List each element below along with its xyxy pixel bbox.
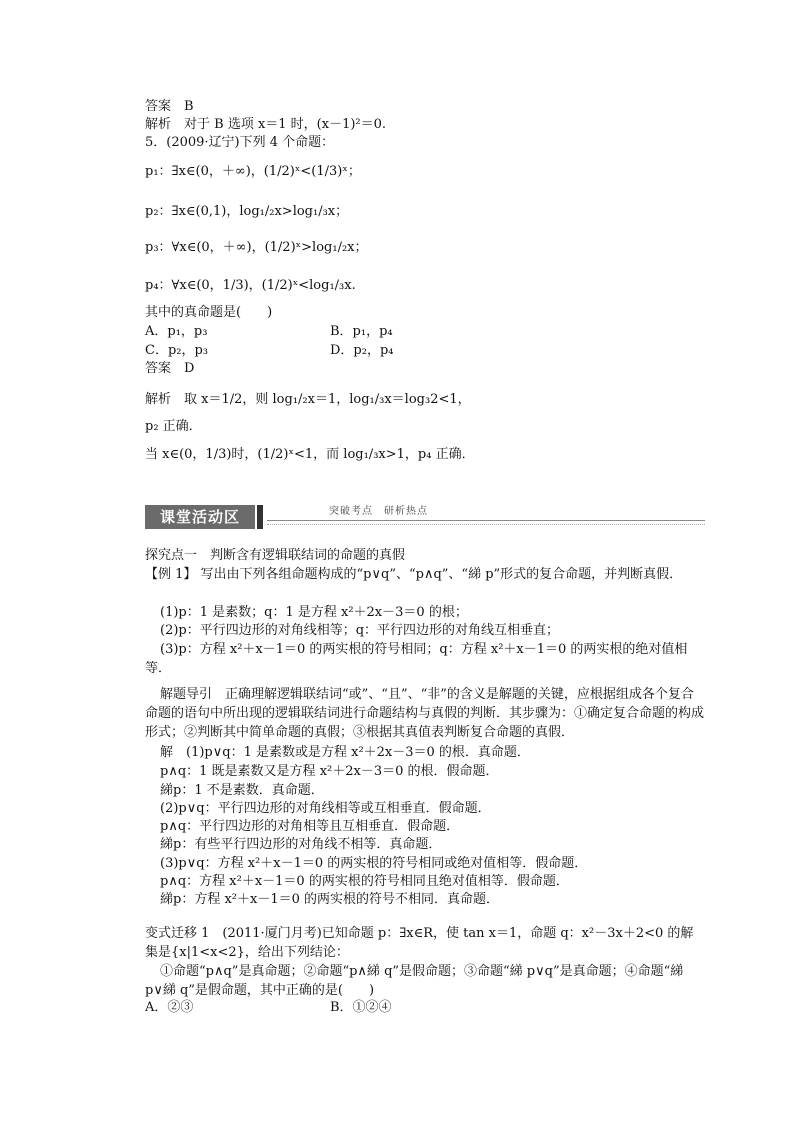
- item-2: (2)p：平行四边形的对角线相等；q：平行四边形的对角线互相垂直；: [160, 623, 560, 638]
- example-1: 【例 1】 写出由下列各组命题构成的“p∨q”、“p∧q”、“綈 p”形式的复合命题，并判断真假．: [145, 567, 683, 582]
- proposition-p3: p₃：∀x∈(0，＋∞)，(1/2)ˣ>log₁/₂x；: [145, 240, 368, 255]
- p2-true: p₂ 正确．: [145, 419, 202, 434]
- solution-guide: 解题导引 正确理解逻辑联结词“或”、“且”、“非”的含义是解题的关键，应根据组成各个复合命题的语句中所出现的逻辑联结词进行命题结构与真假的判断．其步骤为：①确定复合命题的构成形式；②判断其中简单命题的真假；③根据其真值表判断复合命题的真假．: [145, 687, 705, 740]
- section-heading: 探究点一 判断含有逻辑联结词的命题的真假: [145, 548, 406, 563]
- solution-line-3: 綈p：1 不是素数．真命题．: [160, 783, 324, 798]
- option-a: A．p₁，p₃: [145, 324, 208, 339]
- question-text: 其中的真命题是( ): [145, 305, 273, 320]
- banner-bar: [257, 505, 263, 529]
- banner-tag: 突破考点 研析热点: [325, 505, 432, 519]
- solution-line-7: (3)p∨q：方程 x²＋x－1＝0 的两实根的符号相同或绝对值相等．假命题．: [160, 856, 588, 871]
- variant-option-b: B．①②④: [330, 1000, 392, 1015]
- solution-line-5: p∧q：平行四边形的对角相等且互相垂直．假命题．: [160, 819, 460, 834]
- explanation-1: 解析 对于 B 选项 x＝1 时，(x－1)²＝0.: [145, 117, 387, 132]
- item-3: (3)p：方程 x²＋x－1＝0 的两实根的符号相同；q：方程 x²＋x－1＝0 的两实根的绝对值相等．: [145, 642, 688, 676]
- banner-title: 课堂活动区: [145, 505, 255, 529]
- variant-1-conclusions: ①命题“p∧q”是真命题；②命题“p∧綈 q”是假命题；③命题“綈 p∨q”是真命题；④命题“綈 p∨綈 q”是假命题，其中正确的是( ): [145, 964, 684, 998]
- explanation-3: 当 x∈(0，1/3)时，(1/2)ˣ<1，而 log₁/₃x>1，p₄ 正确．: [145, 447, 475, 462]
- item-1: (1)p：1 是素数；q：1 是方程 x²＋2x－3＝0 的根；: [160, 605, 468, 620]
- banner-rule-dotted: [267, 524, 705, 525]
- solution-line-8: p∧q：方程 x²＋x－1＝0 的两实根的符号相同且绝对值相等．假命题．: [160, 874, 569, 889]
- proposition-p4: p₄：∀x∈(0，1/3)，(1/2)ˣ<log₁/₃x.: [145, 278, 356, 293]
- section-banner: [145, 505, 705, 529]
- option-b: B．p₁，p₄: [330, 324, 393, 339]
- variant-option-a: A．②③: [145, 1000, 194, 1015]
- option-d: D．p₂，p₄: [330, 343, 394, 358]
- answer-b: 答案 B: [145, 99, 194, 114]
- answer-d: 答案 D: [145, 361, 195, 376]
- solution-line-6: 綈p：有些平行四边形的对角线不相等．真命题．: [160, 837, 442, 852]
- option-c: C．p₂，p₃: [145, 343, 209, 358]
- solution-line-4: (2)p∨q：平行四边形的对角线相等或互相垂直．假命题．: [160, 801, 491, 816]
- solution-line-1: 解 (1)p∨q：1 是素数或是方程 x²＋2x－3＝0 的根．真命题．: [160, 745, 530, 760]
- solution-line-2: p∧q：1 既是素数又是方程 x²＋2x－3＝0 的根．假命题．: [160, 764, 499, 779]
- variant-1: 变式迁移 1 (2011·厦门月考)已知命题 p：∃x∈R，使 tan x＝1，命题 q：x²－3x＋2<0 的解集是{x|1<x<2}，给出下列结论：: [145, 926, 694, 960]
- explanation-2: 解析 取 x＝1/2，则 log₁/₂x＝1，log₁/₃x＝log₃2<1，: [145, 392, 471, 407]
- banner-rule: [267, 520, 705, 521]
- question-5: 5．(2009·辽宁)下列 4 个命题：: [145, 135, 335, 150]
- solution-line-9: 綈p：方程 x²＋x－1＝0 的两实根的符号不相同．真命题．: [160, 892, 500, 907]
- proposition-p1: p₁：∃x∈(0，＋∞)，(1/2)ˣ<(1/3)ˣ；: [145, 164, 361, 179]
- proposition-p2: p₂：∃x∈(0,1)，log₁/₂x>log₁/₃x；: [145, 204, 349, 219]
